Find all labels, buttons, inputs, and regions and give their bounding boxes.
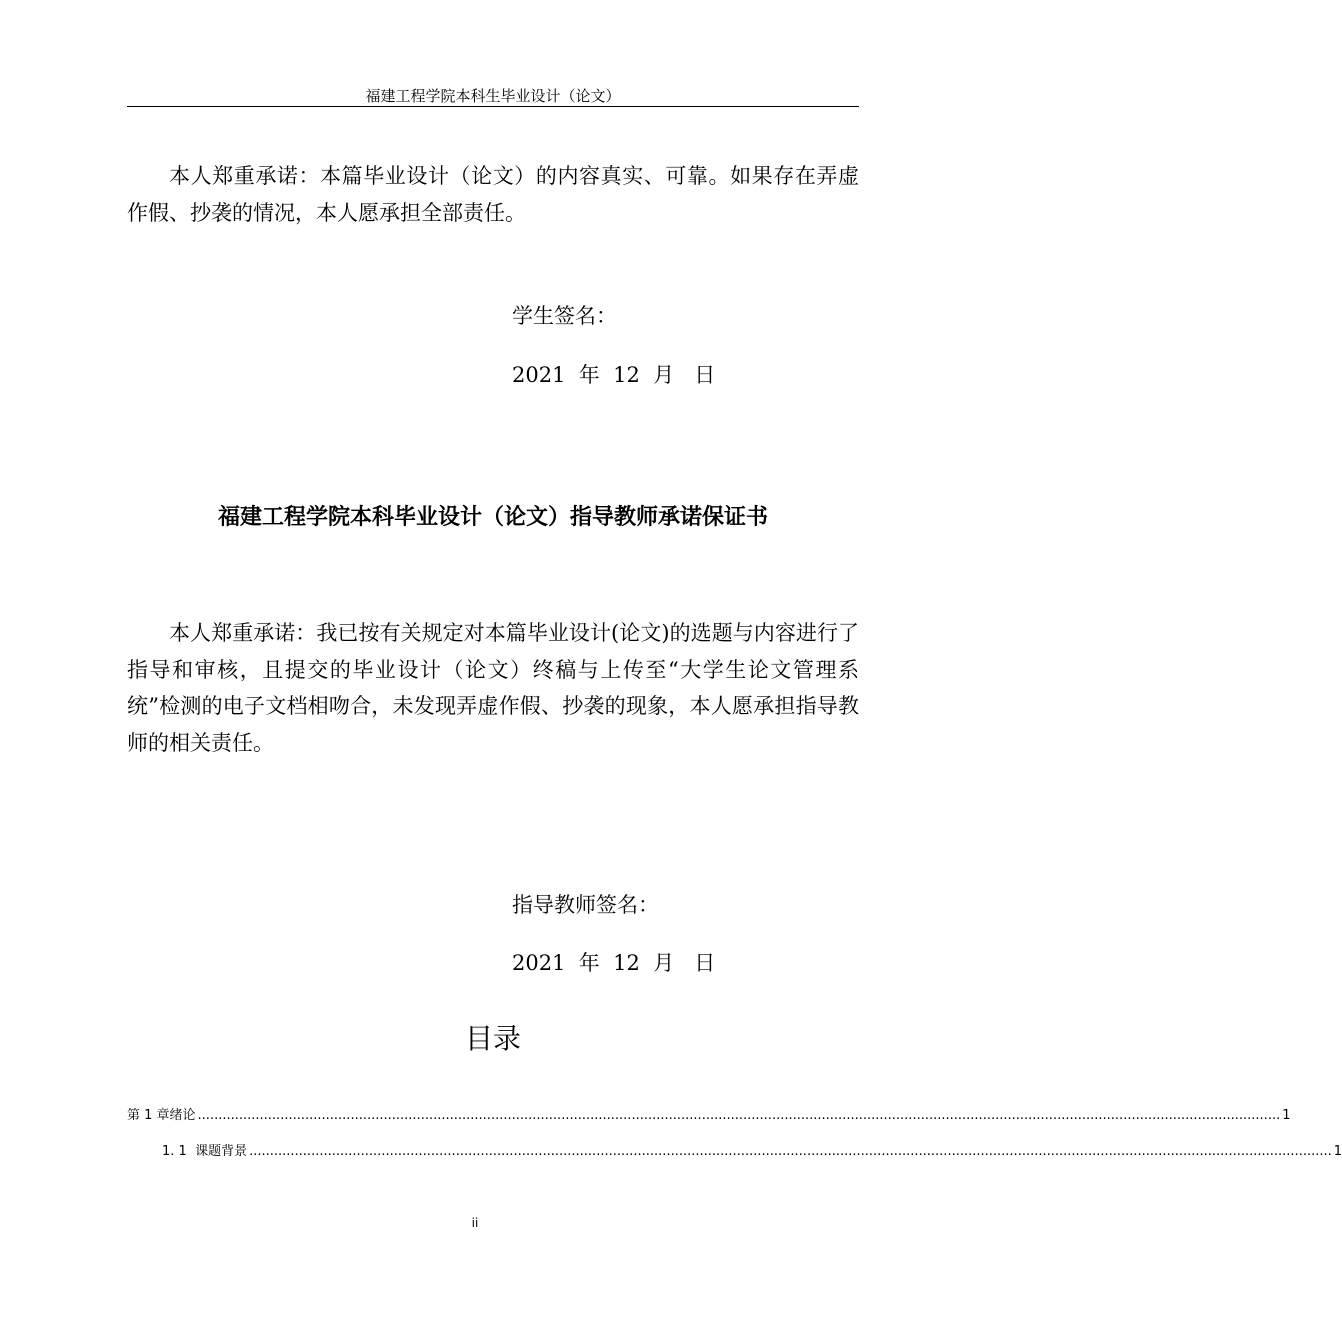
toc-entry-section-1-1[interactable] bbox=[162, 1142, 1342, 1162]
toc-leader-dots: ...................................................................................................................................................................................................................................................................... bbox=[249, 1144, 1332, 1159]
page-number: ii bbox=[471, 1216, 479, 1230]
toc-entry-chapter-1[interactable] bbox=[127, 1106, 1291, 1126]
toc-entry-label: 第 1 章绪论 bbox=[127, 1108, 196, 1123]
advisor-pledge-text: 本人郑重承诺：我已按有关规定对本篇毕业设计(论文)的选题与内容进行了指导和审核，且提交的毕业设计（论文）终稿与上传至“大学生论文管理系统”检测的电子文档相吻合，未发现弄虚作假、抄袭的现象，本人愿承担指导教师的相关责任。 bbox=[127, 621, 859, 755]
advisor-pledge-heading: 福建工程学院本科毕业设计（论文）指导教师承诺保证书 bbox=[217, 505, 768, 530]
advisor-signature-label: 指导教师签名： bbox=[512, 893, 659, 917]
student-signature-date: 2021 年 12 月 日 bbox=[512, 363, 716, 387]
student-signature-label: 学生签名： bbox=[512, 304, 617, 328]
toc-entry-page: 1 bbox=[1333, 1144, 1342, 1159]
toc-leader-dots: ...................................................................................................................................................................................................................................................................... bbox=[197, 1108, 1281, 1123]
running-header: 福建工程学院本科生毕业设计（论文） bbox=[365, 87, 621, 105]
toc-title: 目录 bbox=[464, 1022, 521, 1055]
student-pledge-text: 本人郑重承诺：本篇毕业设计（论文）的内容真实、可靠。如果存在弄虚作假、抄袭的情况，本人愿承担全部责任。 bbox=[127, 164, 859, 225]
toc-entry-label: 1. 1 课题背景 bbox=[162, 1144, 248, 1159]
header-rule bbox=[127, 106, 859, 107]
toc-entry-page: 1 bbox=[1282, 1108, 1291, 1123]
advisor-signature-date: 2021 年 12 月 日 bbox=[512, 951, 716, 975]
